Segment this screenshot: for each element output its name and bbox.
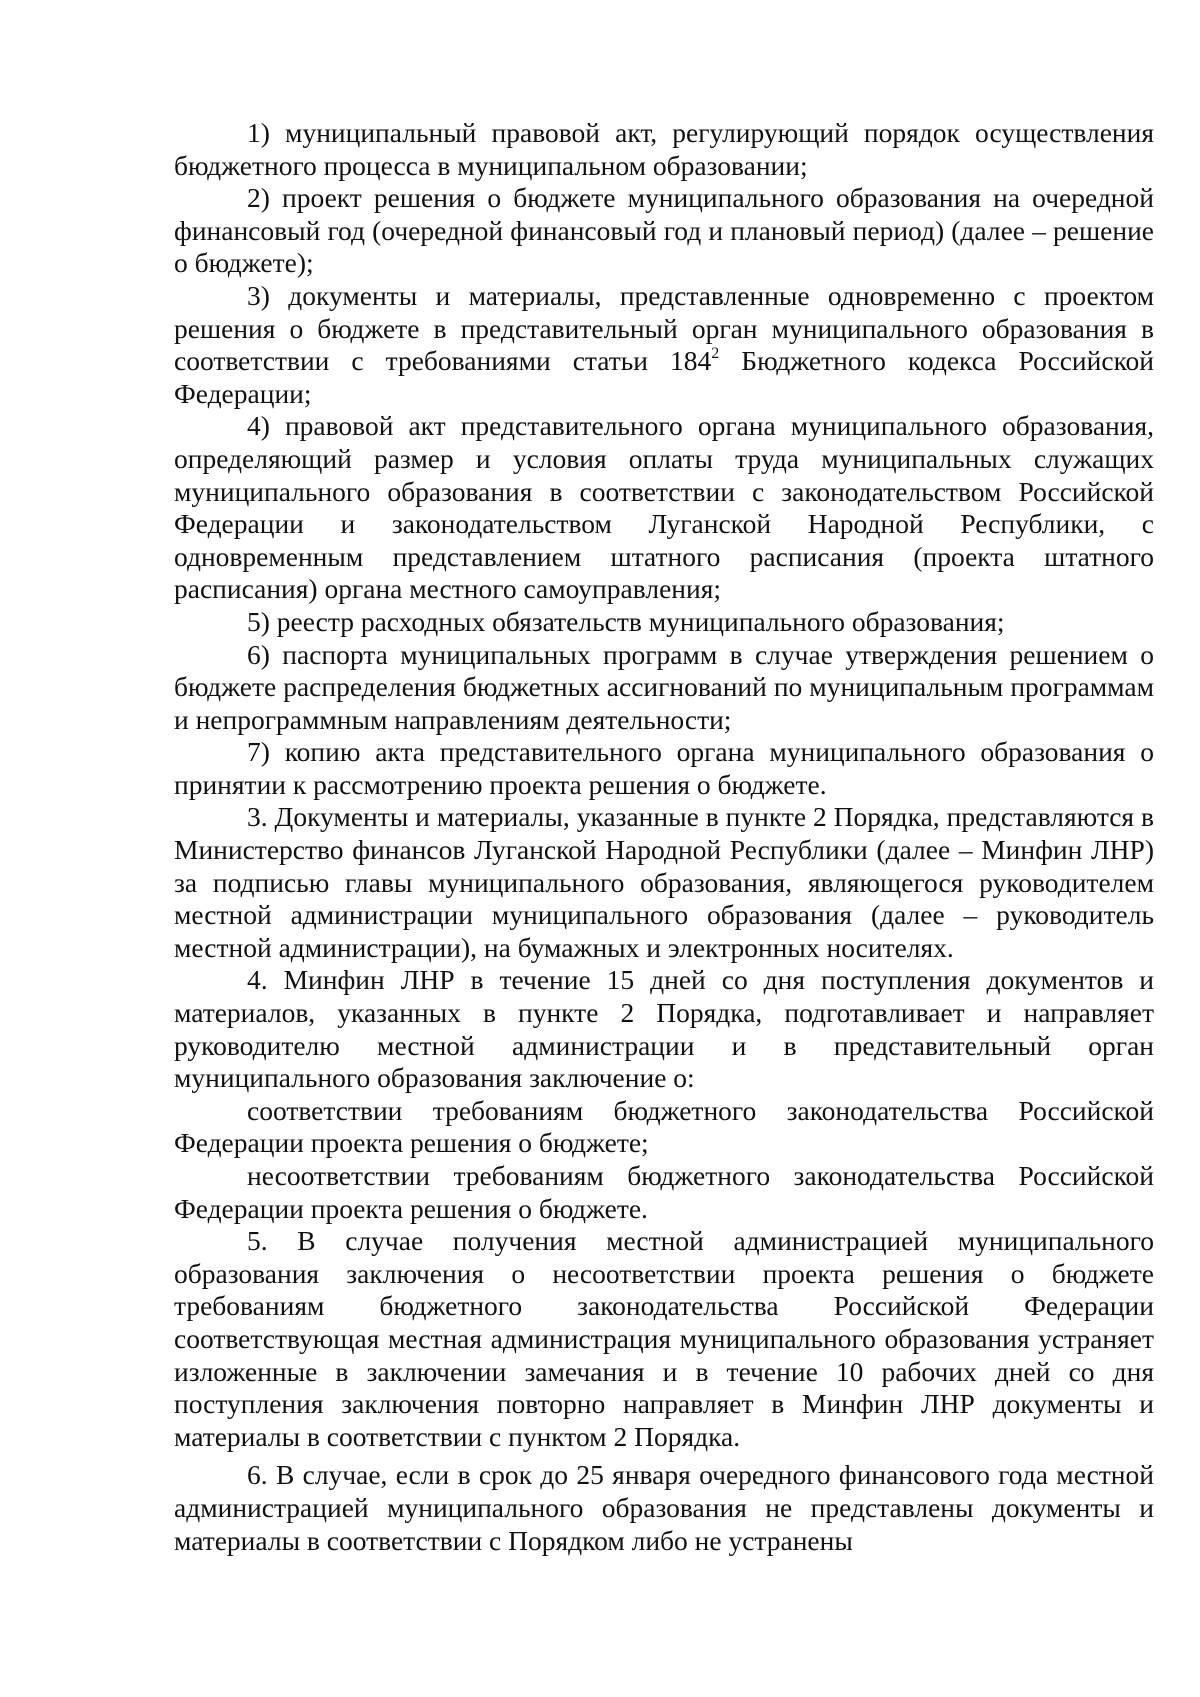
clause-4-option-compliance: соответствии требованиям бюджетного законодательства Российской Федерации проекта решения о бюджете; bbox=[174, 1094, 1154, 1159]
clause-4-option-noncompliance: несоответствии требованиям бюджетного законодательства Российской Федерации проекта решения о бюджете. bbox=[174, 1160, 1154, 1224]
list-item-3-text-end: Бюджетного кодекса Российской Федерации; bbox=[174, 345, 1154, 409]
superscript-marker: 2 bbox=[711, 345, 720, 362]
list-item-6: 6) паспорта муниципальных программ в случае утверждения решением о бюджете распределения бюджетных ассигнований по муниципальным программам и непрограммным направлениям деятельности; bbox=[174, 638, 1154, 735]
list-item-5: 5) реестр расходных обязательств муниципального образования; bbox=[247, 605, 1005, 637]
list-item-7: 7) копию акта представительного органа муниципального образования о принятии к рассмотрению проекта решения о бюджете. bbox=[174, 736, 1154, 800]
clause-3: 3. Документы и материалы, указанные в пункте 2 Порядка, представляются в Министерство финансов Луганской Народной Республики (далее – Минфин ЛНР) за подписью главы муниципального образования, являющегося руководителем местной администрации муниципального образования (далее – руководитель местной администрации), на бумажных и электронных носителях. bbox=[174, 801, 1154, 963]
clause-5: 5. В случае получения местной администрацией муниципального образования заключения о несоответствии проекта решения о бюджете требованиям бюджетного законодательства Российской Федерации соответствующая местная администрация муниципального образования устраняет изложенные в заключении замечания и в течение 10 рабочих дней со дня поступления заключения повторно направляет в Минфин ЛНР документы и материалы в соответствии с пунктом 2 Порядка. bbox=[174, 1225, 1154, 1452]
clause-4: 4. Минфин ЛНР в течение 15 дней со дня поступления документов и материалов, указанных в пункте 2 Порядка, подготавливает и направляет руководителю местной администрации и в представительный орган муниципального образования заключение о: bbox=[174, 964, 1154, 1094]
list-item-2: 2) проект решения о бюджете муниципального образования на очередной финансовый год (очередной финансовый год и плановый период) (далее – решение о бюджете); bbox=[174, 182, 1154, 279]
list-item-4: 4) правовой акт представительного органа муниципального образования, определяющий размер и условия оплаты труда муниципальных служащих муниципального образования в соответствии с законодательством Российской Федерации и законодательством Луганской Народной Республики, с одновременным представлением штатного расписания (проекта штатного расписания) органа местного самоуправления; bbox=[174, 410, 1154, 605]
list-item-3 bbox=[174, 280, 1154, 410]
list-item-1: 1) муниципальный правовой акт, регулирующий порядок осуществления бюджетного процесса в муниципальном образовании; bbox=[174, 117, 1154, 181]
clause-6: 6. В случае, если в срок до 25 января очередного финансового года местной администрацией муниципального образования не представлены документы и материалы в соответствии с Порядком либо не устранены bbox=[174, 1459, 1154, 1556]
document-body bbox=[174, 117, 1154, 1557]
list-item-3-text: 3) документы и материалы, представленные одновременно с проектом решения о бюджете в представительный орган муниципального образования в соответствии с требованиями статьи 184 bbox=[174, 279, 1154, 377]
